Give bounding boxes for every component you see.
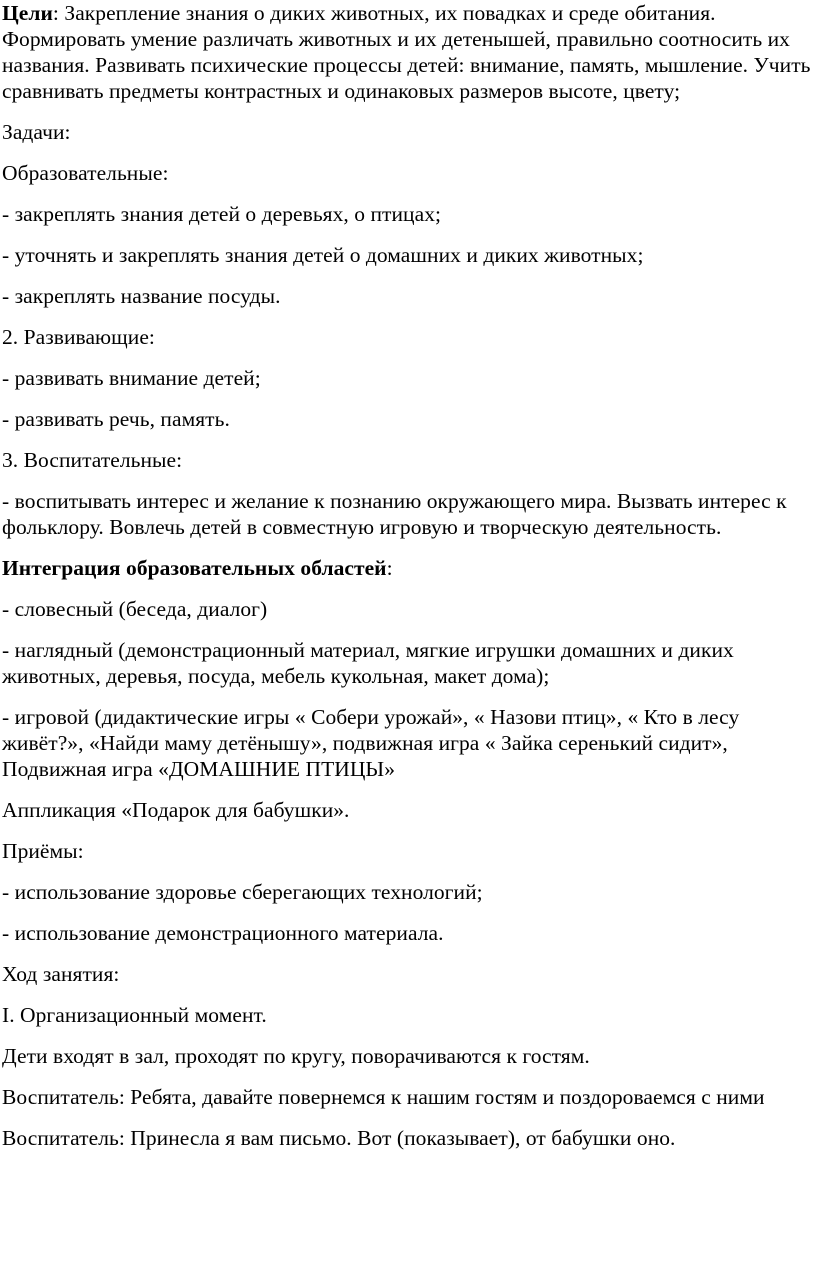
goals-label: Цели	[2, 1, 53, 25]
integration-item: - наглядный (демонстрационный материал, мягкие игрушки домашних и диких животных, деревья, посуда, мебель кукольная, макет дома);	[2, 638, 734, 688]
techniques-heading: Приёмы:	[2, 839, 84, 863]
integration-item: - игровой (дидактические игры « Собери урожай», « Назови птиц», « Кто в лесу живёт?», «Найди маму детёнышу», подвижная игра « Зайка серенький сидит», Подвижная игра «ДОМАШНИЕ ПТИЦЫ»	[2, 705, 740, 781]
goals-text: : Закрепление знания о диких животных, их повадках и среде обитания. Формировать умение различать животных и их детенышей, правильно соотносить их названия. Развивать психические процессы детей: внимание, память, мышление. Учить сравнивать предметы контрастных и одинаковых размеров высоте, цвету;	[2, 1, 811, 103]
course-line: Воспитатель: Ребята, давайте повернемся к нашим гостям и поздороваемся с ними	[2, 1085, 765, 1109]
upbringing-heading: 3. Воспитательные:	[2, 448, 183, 472]
course-stage: I. Организационный момент.	[2, 1003, 267, 1027]
integration-heading	[2, 555, 816, 581]
course-line: Воспитатель: Принесла я вам письмо. Вот (показывает), от бабушки оно.	[2, 1126, 676, 1150]
tasks-heading: Задачи:	[2, 120, 71, 144]
integration-suffix: :	[386, 556, 393, 580]
developing-heading: 2. Развивающие:	[2, 325, 155, 349]
educational-item: - закреплять знания детей о деревьях, о птицах;	[2, 202, 442, 226]
developing-item: - развивать речь, память.	[2, 407, 230, 431]
upbringing-item: - воспитывать интерес и желание к познанию окружающего мира. Вызвать интерес к фольклору. Вовлечь детей в совместную игровую и творческую деятельность.	[2, 489, 787, 539]
developing-item: - развивать внимание детей;	[2, 366, 261, 390]
educational-item: - уточнять и закреплять знания детей о домашних и диких животных;	[2, 243, 644, 267]
integration-label: Интеграция образовательных областей	[2, 556, 387, 580]
course-line: Дети входят в зал, проходят по кругу, поворачиваются к гостям.	[2, 1044, 590, 1068]
techniques-item: - использование здоровье сберегающих технологий;	[2, 880, 483, 904]
goals-paragraph	[2, 0, 816, 104]
educational-item: - закреплять название посуды.	[2, 284, 281, 308]
course-heading: Ход занятия:	[2, 962, 120, 986]
techniques-item: - использование демонстрационного материала.	[2, 921, 444, 945]
application-line: Аппликация «Подарок для бабушки».	[2, 798, 350, 822]
integration-item: - словесный (беседа, диалог)	[2, 597, 268, 621]
educational-heading: Образовательные:	[2, 161, 169, 185]
